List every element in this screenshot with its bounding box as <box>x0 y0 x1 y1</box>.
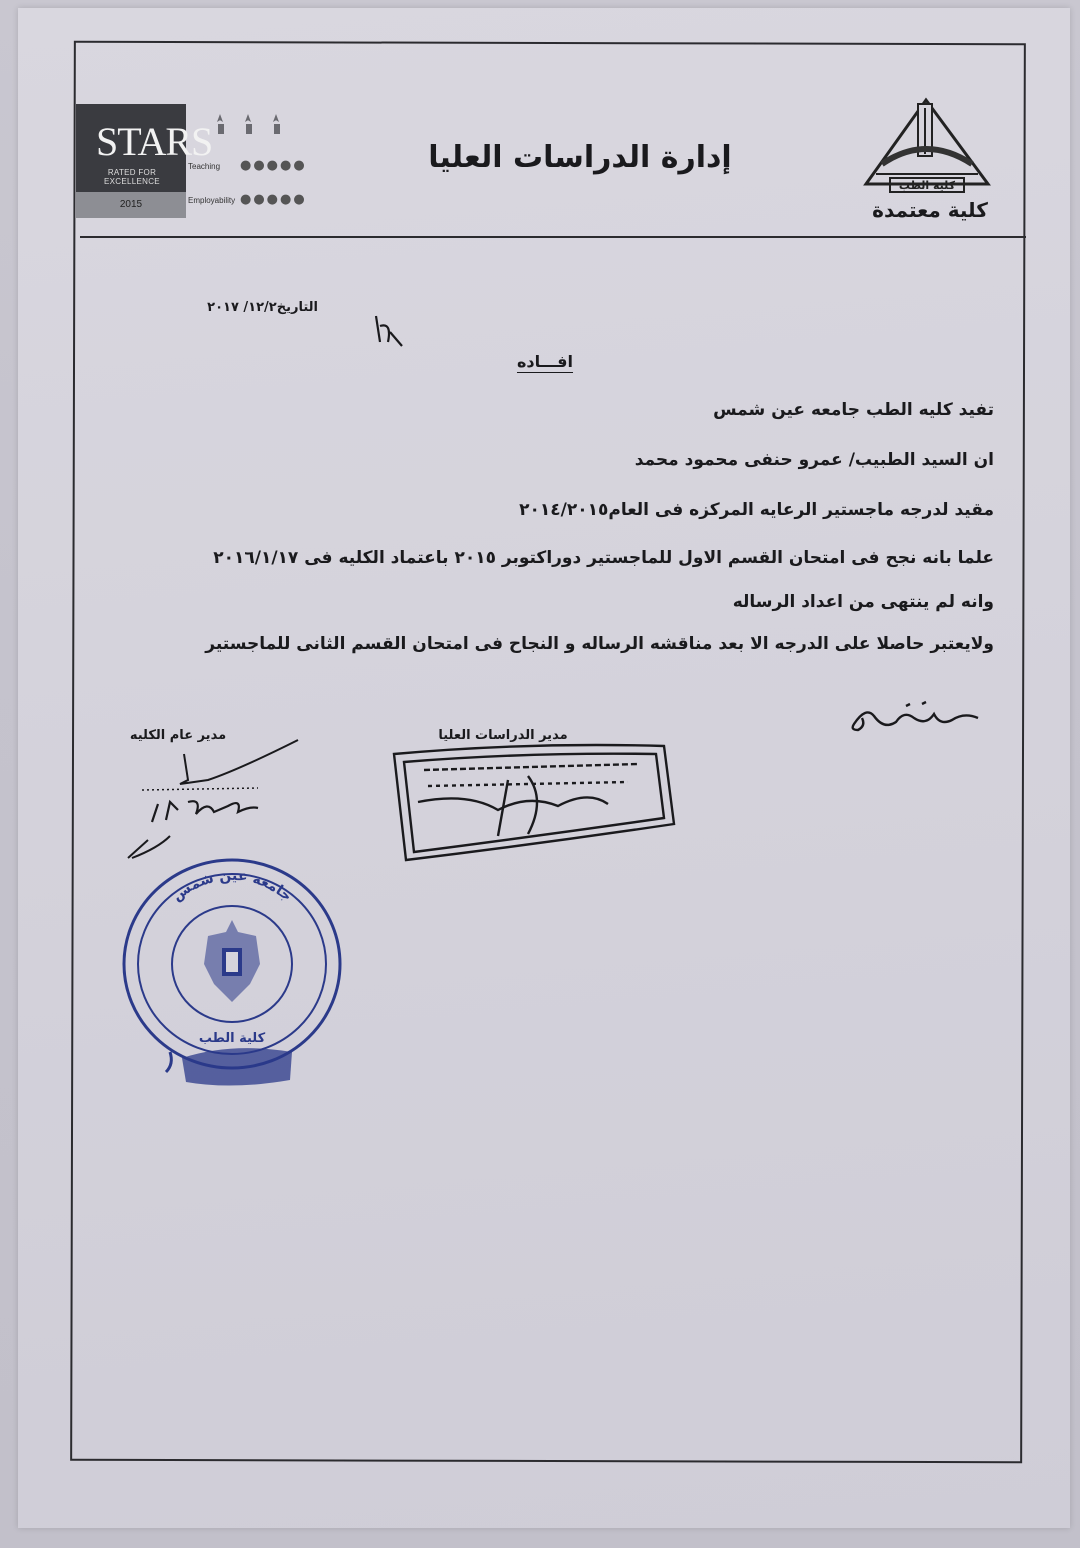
seal-bottom-text: كلية الطب <box>198 1031 266 1046</box>
stars-year: 2015 <box>76 192 186 218</box>
rating-label-employability: Employability <box>188 196 236 205</box>
department-stamp <box>388 740 688 870</box>
faculty-logo-caption: كلية الطب <box>898 179 956 192</box>
star-icons <box>210 112 310 142</box>
dean-signature <box>118 740 318 870</box>
stars-brand: STARS <box>96 119 213 164</box>
eagle-emblem-icon <box>204 920 260 1002</box>
faculty-logo-icon <box>862 94 992 198</box>
page-title: إدارة الدراسات العليا <box>428 140 732 175</box>
dean-title: مدير عام الكليه <box>129 728 227 743</box>
handwritten-mark <box>370 312 410 352</box>
rating-dots-employability: ●●●●● <box>240 192 307 207</box>
body-line-3: مقيد لدرجه ماجستير الرعايه المركزه فى العام٢٠١٤/٢٠١٥ <box>519 500 994 520</box>
body-line-5: وانه لم ينتهى من اعداد الرساله <box>732 592 994 612</box>
rating-dots-teaching: ●●●●● <box>240 158 307 173</box>
body-line-6: ولايعتبر حاصلا على الدرجه الا بعد مناقشه الرساله و النجاح فى امتحان القسم الثانى للماجستير <box>205 634 994 654</box>
seal-text: جامعة عين شمس <box>169 867 295 905</box>
consultant-handwriting <box>844 696 984 746</box>
dept-director-title: مدير الدراسات العليا <box>438 728 568 743</box>
body-line-4: علما بانه نجح فى امتحان القسم الاول للماجستير دوراكتوبر ٢٠١٥ باعتماد الكليه فى ٢٠١٦/١/١٧ <box>213 548 994 568</box>
stars-tagline: RATED FOR EXCELLENCE <box>104 168 160 186</box>
faculty-accredited-label: كلية معتمدة <box>872 198 988 222</box>
document-heading: افـــاده <box>516 352 574 371</box>
header-divider <box>80 236 1026 238</box>
rating-label-teaching: Teaching <box>188 162 221 171</box>
stars-rating-panel <box>188 104 318 214</box>
document-date: التاريخ١٢/٢/ ٢٠١٧ <box>207 300 318 315</box>
body-line-2: ان السيد الطبيب/ عمرو حنفى محمود محمد <box>634 450 994 470</box>
body-line-1: تفيد كليه الطب جامعه عين شمس <box>713 400 994 420</box>
university-seal <box>112 852 352 1102</box>
